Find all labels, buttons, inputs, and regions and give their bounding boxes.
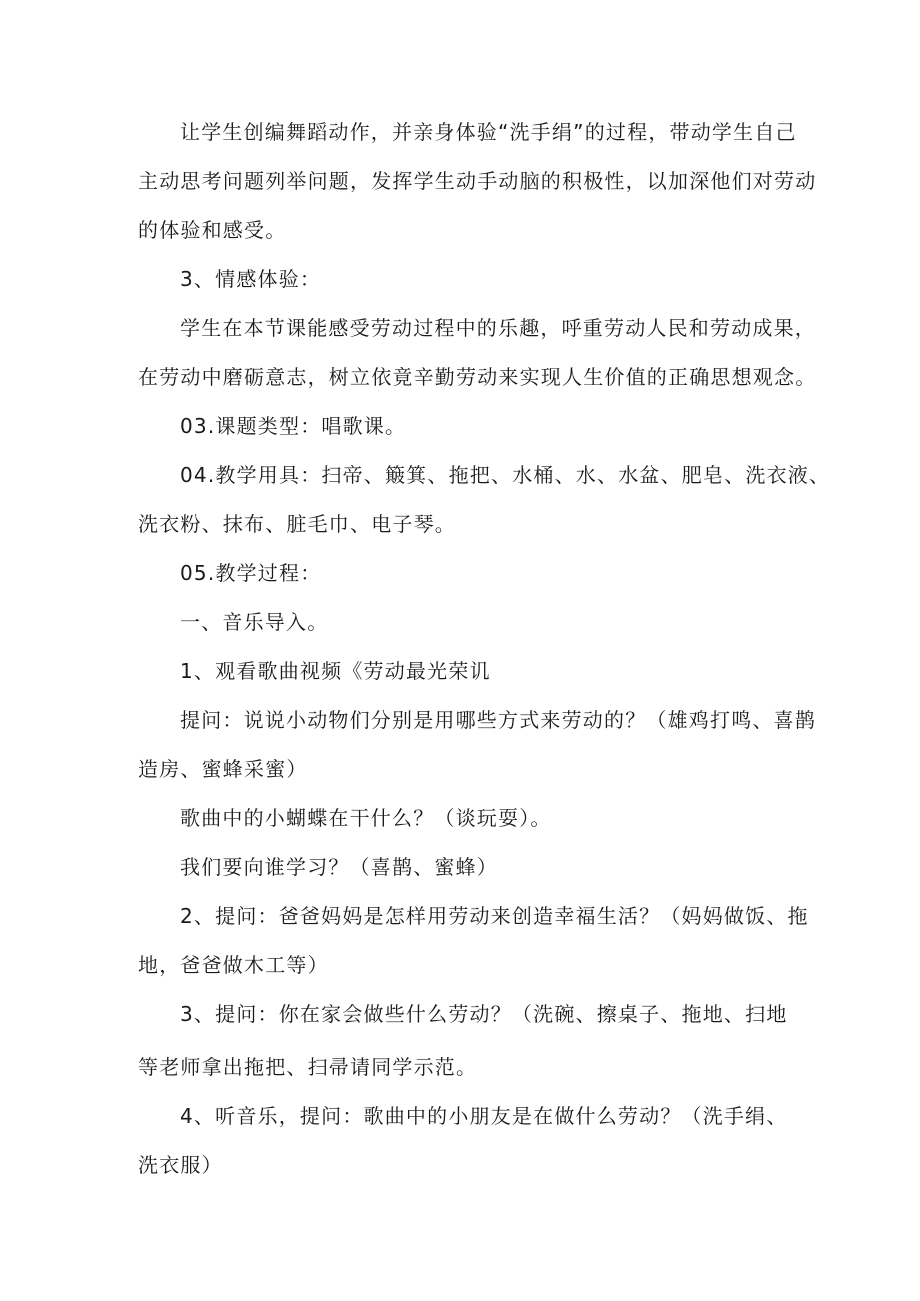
list-item: 4、听音乐，提问：歌曲中的小朋友是在做什么劳动？（洗手绢、 — [180, 1104, 788, 1128]
paragraph-line: 04.教学用具：扫帝、簸箕、拖把、水桶、水、水盆、肥皂、洗衣液、 — [180, 463, 831, 487]
section-heading: 05.教学过程： — [180, 561, 322, 585]
paragraph-line: 洗衣服） — [138, 1153, 223, 1177]
paragraph-line: 主动思考问题列举问题，发挥学生动手动脑的积极性，以加深他们对劳动 — [138, 169, 817, 193]
paragraph-line: 在劳动中磨砺意志，树立依竟辛勤劳动来实现人生价值的正确思想观念。 — [138, 365, 817, 389]
list-item: 3、提问：你在家会做些什么劳动？（洗碗、擦桌子、拖地、扫地 — [180, 1002, 788, 1026]
paragraph-line: 学生在本节课能感受劳动过程中的乐趣，呼重劳动人民和劳动成果， — [180, 316, 816, 340]
paragraph-line: 洗衣粉、抹布、脏毛巾、电子琴。 — [138, 512, 456, 536]
paragraph-line: 的体验和感受。 — [138, 218, 287, 242]
paragraph-line: 让学生创编舞蹈动作，并亲身体验“洗手绢”的过程，带动学生自己 — [180, 120, 797, 144]
section-heading: 一、音乐导入。 — [180, 610, 329, 634]
paragraph-line: 我们要向谁学习？（喜鹊、蜜蜂） — [180, 855, 498, 879]
list-item: 1、观看歌曲视频《劳动最光荣讥 — [180, 659, 491, 683]
list-item: 2、提问：爸爸妈妈是怎样用劳动来创造幸福生活？（妈妈做饭、拖 — [180, 904, 809, 928]
paragraph-line: 等老师拿出拖把、扫帚请同学示范。 — [138, 1055, 478, 1079]
paragraph-line: 歌曲中的小蝴蝶在干什么？（谈玩耍）。 — [180, 806, 552, 830]
section-heading: 03.课题类型：唱歌课。 — [180, 414, 407, 438]
paragraph-line: 提问：说说小动物们分别是用哪些方式来劳动的？（雄鸡打鸣、喜鹊 — [180, 708, 816, 732]
section-heading: 3、情感体验： — [180, 267, 322, 291]
paragraph-line: 地，爸爸做木工等） — [138, 953, 329, 977]
paragraph-line: 造房、蜜蜂采蜜） — [138, 757, 308, 781]
